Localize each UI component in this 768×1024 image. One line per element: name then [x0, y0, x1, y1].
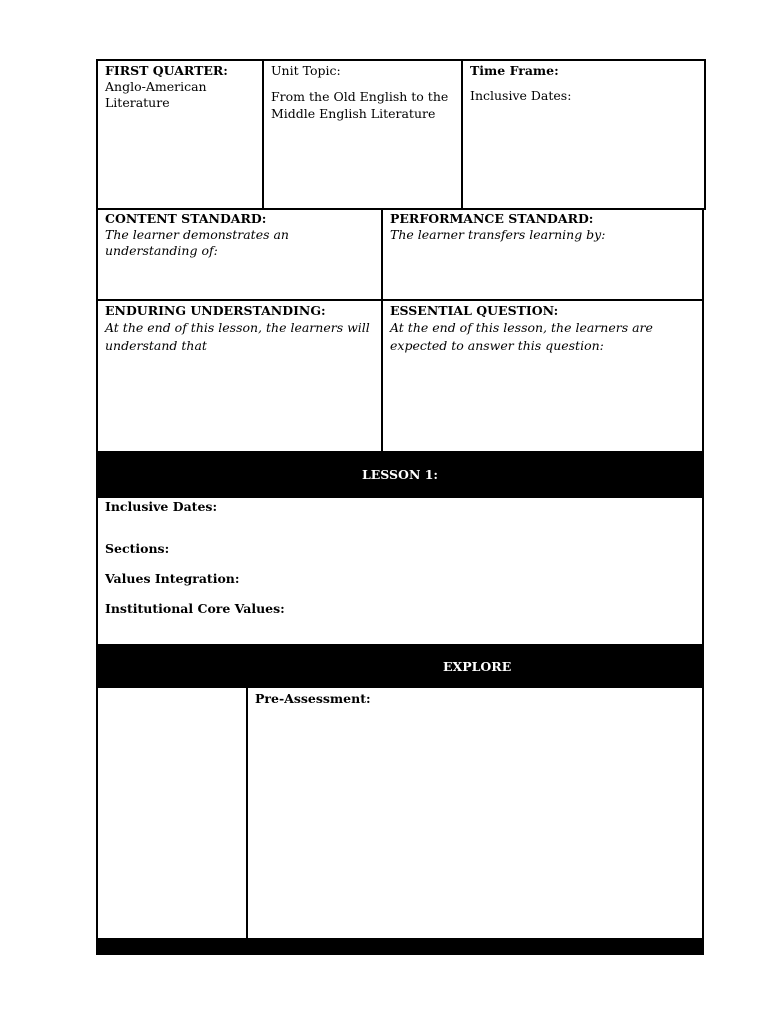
lesson-bar — [96, 451, 704, 498]
unit-topic-cell — [264, 61, 461, 124]
explore-bar — [96, 644, 704, 688]
lesson-sections: Sections: — [105, 541, 170, 556]
explore-content — [96, 686, 704, 940]
inclusive-dates-header: Inclusive Dates: — [470, 88, 572, 103]
lesson-values-integration: Values Integration: — [105, 571, 240, 586]
essential-question-cell — [383, 301, 703, 357]
time-frame-label: Time Frame: — [470, 63, 559, 78]
unit-topic-value: From the Old English to the Middle English Literature — [271, 89, 449, 121]
performance-standard-text: The learner transfers learning by: — [390, 227, 606, 242]
explore-title: EXPLORE — [443, 659, 512, 674]
lesson-inclusive-dates: Inclusive Dates: — [105, 499, 218, 514]
performance-standard-cell — [383, 209, 703, 245]
performance-standard-label: PERFORMANCE STANDARD: — [390, 211, 594, 226]
content-standard-cell — [98, 209, 381, 261]
enduring-understanding-label: ENDURING UNDERSTANDING: — [105, 303, 326, 318]
pre-assessment-cell — [248, 689, 698, 709]
lesson-title: LESSON 1: — [361, 467, 439, 482]
bottom-bar — [96, 938, 704, 955]
pre-assessment-label: Pre-Assessment: — [255, 691, 371, 706]
unit-topic-label: Unit Topic: — [271, 63, 341, 78]
enduring-understanding-text: At the end of this lesson, the learners will understand that — [105, 320, 370, 353]
quarter-label: FIRST QUARTER: — [105, 63, 228, 78]
quarter-value: Anglo-American Literature — [105, 79, 207, 110]
explore-divider — [246, 686, 248, 940]
content-standard-text: The learner demonstrates an understanding of: — [105, 227, 289, 258]
time-frame-cell — [463, 61, 704, 106]
enduring-understanding-cell — [98, 301, 381, 357]
essential-question-text: At the end of this lesson, the learners are expected to answer this question: — [390, 320, 653, 353]
essential-question-label: ESSENTIAL QUESTION: — [390, 303, 559, 318]
content-standard-label: CONTENT STANDARD: — [105, 211, 267, 226]
lesson-details-content — [98, 497, 698, 619]
quarter-cell — [98, 61, 262, 113]
lesson-core-values: Institutional Core Values: — [105, 601, 285, 616]
